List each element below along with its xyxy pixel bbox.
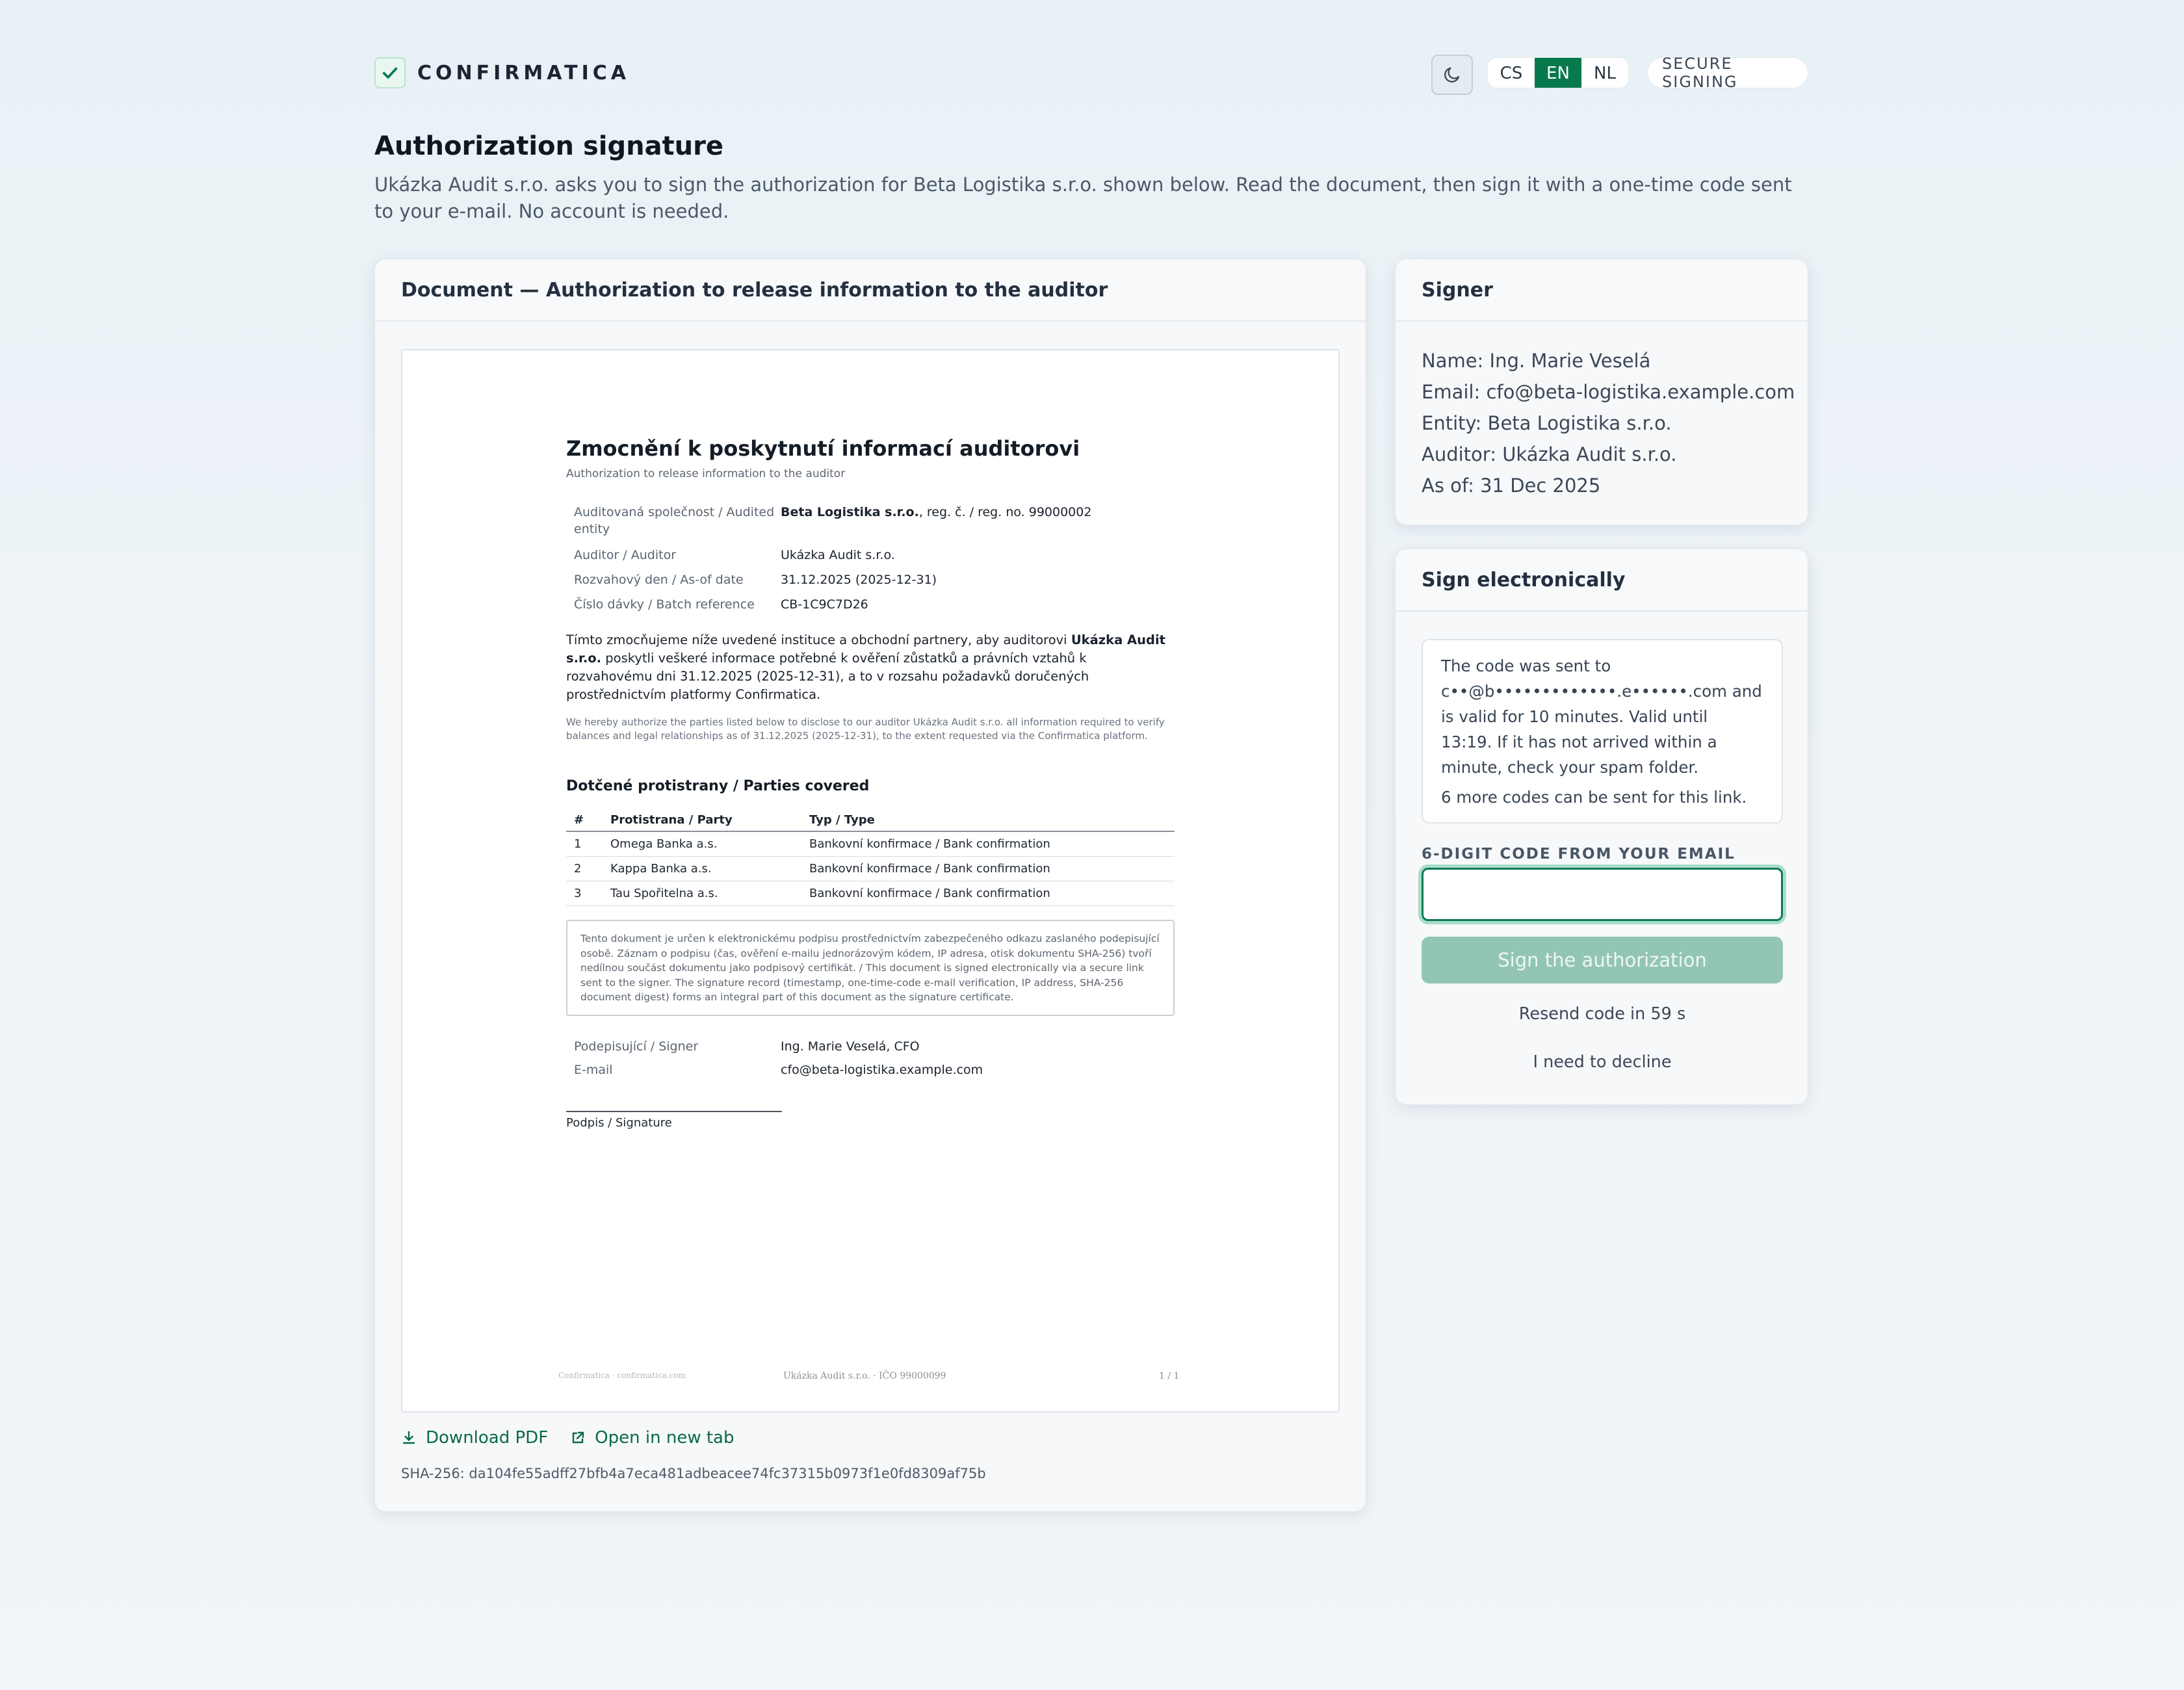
secure-signing-badge: SECURE SIGNING: [1647, 57, 1808, 88]
column-header: #: [566, 809, 603, 831]
download-pdf-label: Download PDF: [426, 1428, 549, 1448]
signature-notice: Tento dokument je určen k elektronickému podpisu prostřednictvím zabezpečeného odkazu zaslaného podepisující osobě. Záznam o podpisu (čas, ověření e-mailu jednorázovým kódem, IP adresa, otisk dokumentu SHA-256) tvoří nedílnou součást dokumentu jako podpisový certifikát. / This document is signed electronically via a secure link sent to the signer. The signature record (timestamp, one-time-code e-mail verification, IP address, SHA-256 document digest) forms an integral part of this document as the signature certificate.: [566, 920, 1175, 1016]
signer-entity: Entity: Beta Logistika s.r.o.: [1422, 412, 1672, 434]
signer-email: Email: cfo@beta-logistika.example.com: [1422, 381, 1795, 403]
field-value: Ukázka Audit s.r.o.: [781, 548, 895, 562]
external-link-icon: [570, 1430, 586, 1446]
field-label: Rozvahový den / As-of date: [574, 573, 744, 587]
table-row: [566, 856, 1175, 881]
table-cell: Kappa Banka a.s.: [603, 856, 801, 881]
footer-brand: Confirmatica · confirmatica.com: [558, 1371, 686, 1380]
document-preview[interactable]: [401, 349, 1340, 1412]
field-value: cfo@beta-logistika.example.com: [781, 1063, 983, 1077]
authorization-paragraph-cs: Tímto zmocňujeme níže uvedené instituce a obchodní partnery, aby auditorovi Ukázka Audit s.r.o. poskytli veškeré informace potřebné k ověření zůstatků a právních vztahů k rozvahovému dni 31.12.2025 (2025-12-31), a to v rozsahu požadavků doručených prostřednictvím platformy Confirmatica.: [566, 632, 1165, 702]
table-cell: 3: [566, 881, 603, 905]
theme-toggle-button[interactable]: [1431, 55, 1473, 95]
document-actions: [401, 1428, 756, 1448]
field-value: Beta Logistika s.r.o., reg. č. / reg. no. 99000002: [781, 505, 1092, 519]
brand: [374, 57, 630, 88]
document-card-title: Document — Authorization to release information to the auditor: [375, 259, 1366, 322]
table-cell: 1: [566, 831, 603, 856]
code-sent-message: The code was sent to c••@b•••••••••••••.e••••••.com and is valid for 10 minutes. Valid until 13:19. If it has not arrived within a minute, check your spam folder.: [1441, 656, 1762, 777]
signer-auditor: Auditor: Ukázka Audit s.r.o.: [1422, 443, 1677, 465]
table-row: [566, 881, 1175, 905]
authorization-paragraph-en: We hereby authorize the parties listed below to disclose to our auditor Ukázka Audit s.r.o. all information required to verify balances and legal relationships as of 31.12.2025 (2025-12-31), to the extent requested via the Confirmatica platform.: [566, 716, 1165, 742]
field-label: Auditor / Auditor: [574, 548, 677, 562]
table-cell: Bankovní konfirmace / Bank confirmation: [801, 881, 1175, 905]
page-title: Authorization signature: [374, 131, 724, 161]
field-value: 31.12.2025 (2025-12-31): [781, 573, 937, 587]
parties-heading: Dotčené protistrany / Parties covered: [566, 778, 870, 794]
document-title: Zmocnění k poskytnutí informací auditorovi: [566, 436, 1080, 461]
check-icon: [374, 57, 406, 88]
footer-company: Ukázka Audit s.r.o. · IČO 99000099: [783, 1371, 946, 1381]
language-switcher: [1487, 57, 1629, 88]
table-cell: Omega Banka a.s.: [603, 831, 801, 856]
field-label: E-mail: [574, 1063, 613, 1077]
column-header: Protistrana / Party: [603, 809, 801, 831]
code-field-label: 6-DIGIT CODE FROM YOUR EMAIL: [1422, 846, 1736, 863]
page-intro: Ukázka Audit s.r.o. asks you to sign the authorization for Beta Logistika s.r.o. shown below. Read the document, then sign it with a one-time code sent to your e-mail. No account is needed.: [374, 174, 1792, 222]
signer-name: Name: Ing. Marie Veselá: [1422, 350, 1651, 372]
table-cell: Tau Spořitelna a.s.: [603, 881, 801, 905]
field-value: Ing. Marie Veselá, CFO: [781, 1039, 920, 1054]
signer-card-title: Signer: [1396, 259, 1808, 322]
download-icon: [401, 1430, 417, 1446]
field-label: Číslo dávky / Batch reference: [574, 597, 755, 612]
open-new-tab-label: Open in new tab: [595, 1428, 734, 1448]
decline-link[interactable]: I need to decline: [1533, 1052, 1672, 1072]
document-card: [374, 259, 1366, 1512]
sign-card: [1395, 549, 1808, 1105]
lang-cs[interactable]: CS: [1500, 64, 1523, 83]
signer-card: [1395, 259, 1808, 525]
sign-authorization-button[interactable]: Sign the authorization: [1422, 937, 1783, 983]
table-cell: Bankovní konfirmace / Bank confirmation: [801, 831, 1175, 856]
field-label: Auditovaná společnost / Audited entity: [574, 505, 775, 536]
lang-nl[interactable]: NL: [1594, 64, 1616, 83]
document-subtitle: Authorization to release information to the auditor: [566, 467, 846, 480]
code-sent-info: [1422, 639, 1783, 824]
resend-code-link[interactable]: Resend code in 59 s: [1518, 1004, 1686, 1024]
remaining-codes-message: 6 more codes can be sent for this link.: [1441, 788, 1747, 807]
footer-page-number: 1 / 1: [1159, 1371, 1180, 1381]
field-label: Podepisující / Signer: [574, 1039, 699, 1054]
signature-caption: Podpis / Signature: [566, 1116, 672, 1130]
brand-name: CONFIRMATICA: [417, 61, 630, 84]
top-bar: [374, 55, 1808, 91]
signer-as-of: As of: 31 Dec 2025: [1422, 474, 1601, 497]
parties-table: [566, 809, 1175, 906]
column-header: Typ / Type: [801, 809, 1175, 831]
field-value: CB-1C9C7D26: [781, 597, 868, 612]
verification-code-input[interactable]: [1422, 868, 1783, 921]
table-cell: Bankovní konfirmace / Bank confirmation: [801, 856, 1175, 881]
download-pdf-link[interactable]: [401, 1428, 548, 1448]
sha256-digest: SHA-256: da104fe55adff27bfb4a7eca481adbeacee74fc37315b0973f1e0fd8309af75b: [401, 1466, 986, 1481]
lang-en[interactable]: EN: [1535, 58, 1581, 88]
signature-line: [566, 1111, 782, 1112]
table-header-row: [566, 809, 1175, 831]
moon-icon: [1442, 65, 1462, 84]
table-cell: 2: [566, 856, 603, 881]
sign-card-title: Sign electronically: [1396, 549, 1808, 612]
open-new-tab-link[interactable]: [570, 1428, 734, 1448]
table-row: [566, 831, 1175, 856]
